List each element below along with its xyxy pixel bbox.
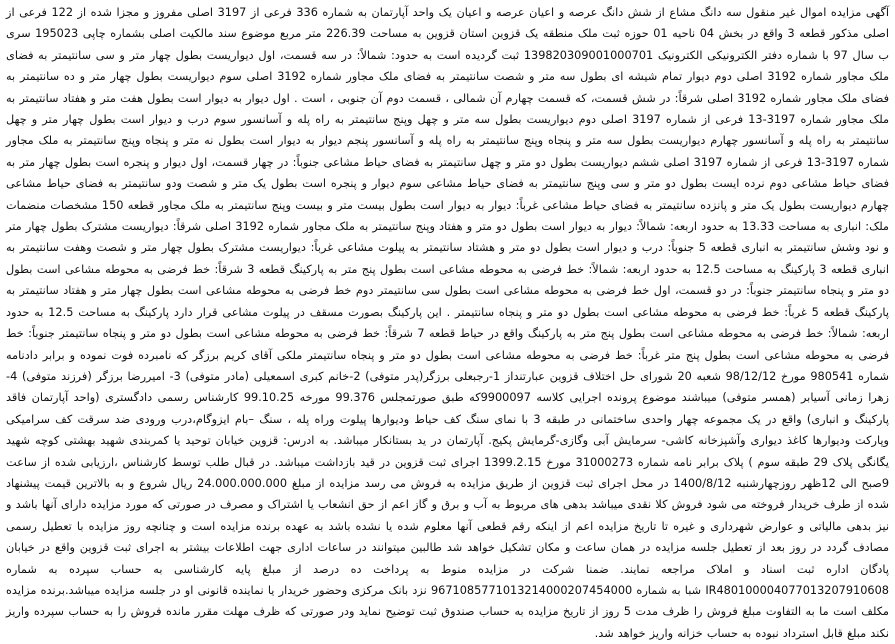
auction-notice-text: آگهی مزایده اموال غیر منقول سه دانگ مشاع از شش دانگ عرصه و اعیان عرصه و اعیان یک واحد آپارتمان به شماره 336 فرعی از 3197 اصلی مفروز و مجزا شده از 122 فرعی از اصلی مذکور قطعه 3 واقع در بخش 04 ناحیه 01 حوزه ثبت ملک منطقه یک قزوین استان قزوین به مساحت 226.39 متر مربع موضوع سند مالکیت اصلی بشماره چاپی 195023 سری ب سال 97 با شماره دفتر الکترونیکی الکترونیک 139820309001000701 ثبت گردیده است به حدود: شمالاً: در سه قسمت، اول دیواریست بطول چهار متر و سی سانتیمتر به فضای ملک مجاور شماره 3192 اصلی دوم دیوار تمام شیشه ای بطول سه متر و شصت سانتیمتر به فضای ملک مجاور شماره 3192 اصلی سوم دیواریست بطول چهار متر و ده سانتیمتر به فضای ملک مجاور شماره 3192 اصلی شرقاً: در شش قسمت، که قسمت چهارم آن شمالی ، قسمت دوم آن جنوبی ، است . اول دیوار به دیوار است بطول هفت متر و هفتاد سانتیمتر به ملک مجاور شماره 3197-13 فرعی از شماره 3197 اصلی دوم دیواریست بطول سه متر و چهل وپنج سانتیمتر به راه پله و آسانسور سوم درب و دیوار است بطول چهار متر و چهل سانتیمتر به راه پله و آسانسور چهارم دیواریست بطول سه متر و پنجاه وپنج سانتیمتر به راه پله و آسانسور پنجم دیوار به دیوار است بطول نه متر و پنجاه وپنج سانتیمتر به ملک مجاور شماره 3197-13 فرعی از شماره 3197 اصلی ششم دیواریست بطول دو متر و چهل سانتیمتر به فضای حیاط مشاعی جنوباً: در چهار قسمت، اول دیوار و پنجره است بطول چهار متر به فضای حیاط مشاعی دوم نرده ایست بطول دو متر و سی وپنج سانتیمتر به فضای حیاط مشاعی سوم دیوار و پنجره است بطول یک متر و شصت ودو سانتیمتر به فضای حیاط مشاعی چهارم دیواریست بطول یک متر و پانزده سانتیمتر به فضای حیاط مشاعی غرباً: دیوار به دیوار است بطول بیست متر و بیست وپنج سانتیمتر به ملک مجاور قطعه 150 مشخصات منضمات ملک: انباری به مساحت 13.33 به حدود اربعه: شمالاً: دیوار به دیوار است بطول دو متر و هفتاد وپنج سانتیمتر به ملک مجاور شماره 3192 اصلی شرقاً: دیواریست مشترک بطول چهار متر و نود وشش سانتیمتر به انباری قطعه 5 جنوباً: درب و دیوار است بطول دو متر و هشتاد سانتیمتر به پیلوت مشاعی غرباً: دیواریست مشترک بطول چهار متر و شصت وهفت سانتیمتر به انباری قطعه 3 پارکینگ به مساحت 12.5 به حدود اربعه: شمالاً: خط فرضی به محوطه مشاعی است بطول پنج متر به پارکینگ قطعه 3 شرقاً: خط فرضی به محوطه مشاعی است بطول دو متر و پنجاه سانتیمتر جنوباً: در دو قسمت، اول خط فرضی به محوطه مشاعی است بطول سی سانتیمتر دوم خط فرضی به محوطه مشاعی است بطول چهار متر و هفتاد سانتیمتر به پارکینگ قطعه 5 غرباً: خط فرضی به محوطه مشاعی است بطول دو متر و پنجاه سانتیمتر . این پارکینگ بصورت مسقف در پیلوت مشاعی قرار دارد پارکینگ به مساحت 12.5 به حدود اربعه: شمالاً: خط فرضی به محوطه مشاعی است بطول پنج متر به پارکینگ واقع در حیاط قطعه 7 شرقاً: خط فرضی به محوطه مشاعی است بطول دو متر و پنجاه سانتیمتر جنوباً: خط فرضی به محوطه مشاعی است بطول پنج متر غرباً: خط فرضی به محوطه مشاعی است بطول دو متر و پنجاه سانتیمتر ملکی آقای کریم برزگر که نامبرده فوت نموده و برابر دادنامه شماره 980541 مورخ 98/12/12 شعبه 20 شورای حل اختلاف قزوین عبارتنداز 1-رجبعلی برزگر(پدر متوفی) 2-خانم کبری اسمعیلی (مادر متوفی) 3- امیررضا برزگر (فرزند متوفی) 4- زهرا زمانی آسیابر (همسر متوفی) میباشند موضوع پرونده اجرایی کلاسه 9900097که طبق صورتمجلس 99.376 مورخه 99.10.25 کارشناس رسمی دادگستری (واحد آپارتمان فاقد پارکینگ و انباری) واقع در یک مجموعه چهار واحدی ساختمانی در طبقه 3 با نمای سنگ کف حیاط ودیوارها پیلوت وراه پله ، سنگ –بام ایزوگام،درب ورودی ضد سرقت کف سرامیکی وپارکت ودیوارها کاغذ دیواری وآشپزخانه کاشی- سرمایش آبی وگازی-گرمایش پکیج. آپارتمان در ید بستانکار میباشد. به ادرس: قزوین خیابان توحید یا کمربندی شهید بهشتی کوچه شهید یگانگی پلاک 29 طبقه سوم ) پلاک برابر نامه شماره 31000273 مورخ 1399.2.15 اجرای ثبت قزوین در قید بازداشت میباشد. در قبال طلب توسط کارشناس ،ارزیابی شده از ساعت 9صبح الی 12ظهر روزچهارشنبه 1400/8/12 در محل اجرای ثبت قزوین از طریق مزایده به فروش می رسد مزایده از مبلغ 24.000.000.000 ریال شروع و به بالاترین قیمت پیشنهاد شده از طرف خریدار فروخته می شود فروش کلا نقدی میباشد بدهی های مربوط به آب و برق و گاز اعم از حق انشعاب یا اشتراک و مصرف در صورتی که مورد مزایده دارای آنها باشد و نیز بدهی مالیاتی و عوارض شهرداری و غیره تا تاریخ مزایده اعم از اینکه رقم قطعی آنها معلوم شده یا نشده باشد به عهده برنده مزایده است و چنانچه روز مزایده با تعطیل رسمی مصادف گردد در روز بعد از تعطیل جلسه مزایده در همان ساعت و مکان تشکیل خواهد شد طالبین میتوانند در ساعات اداری جهت اطلاعات بیشتر به اجرای ثبت قزوین واقع در خیابان پادگان اداره ثبت اسناد و املاک مراجعه نمایند. ضمنا شرکت در مزایده منوط به پرداخت ده درصد از مبلغ پایه کارشناسی به حساب سپرده به شماره IR480100004077013207910608 شبا به شماره 9671085771013214000207454000 نزد بانک مرکزی وحضور خریدار یا نماینده قانونی او در جلسه مزایده میباشد.برنده مزایده مکلف است ما به التفاوت مبلغ فروش را ظرف مدت 5 روز از تاریخ مزایده به حساب صندوق ثبت توضیح نماید ودر صورتی که ظرف مهلت مقرر مانده فروش را به حساب سپرده واریز نکند مبلغ قابل استرداد نبوده به حساب خزانه واریز خواهد شد. <box>6 6 890 640</box>
